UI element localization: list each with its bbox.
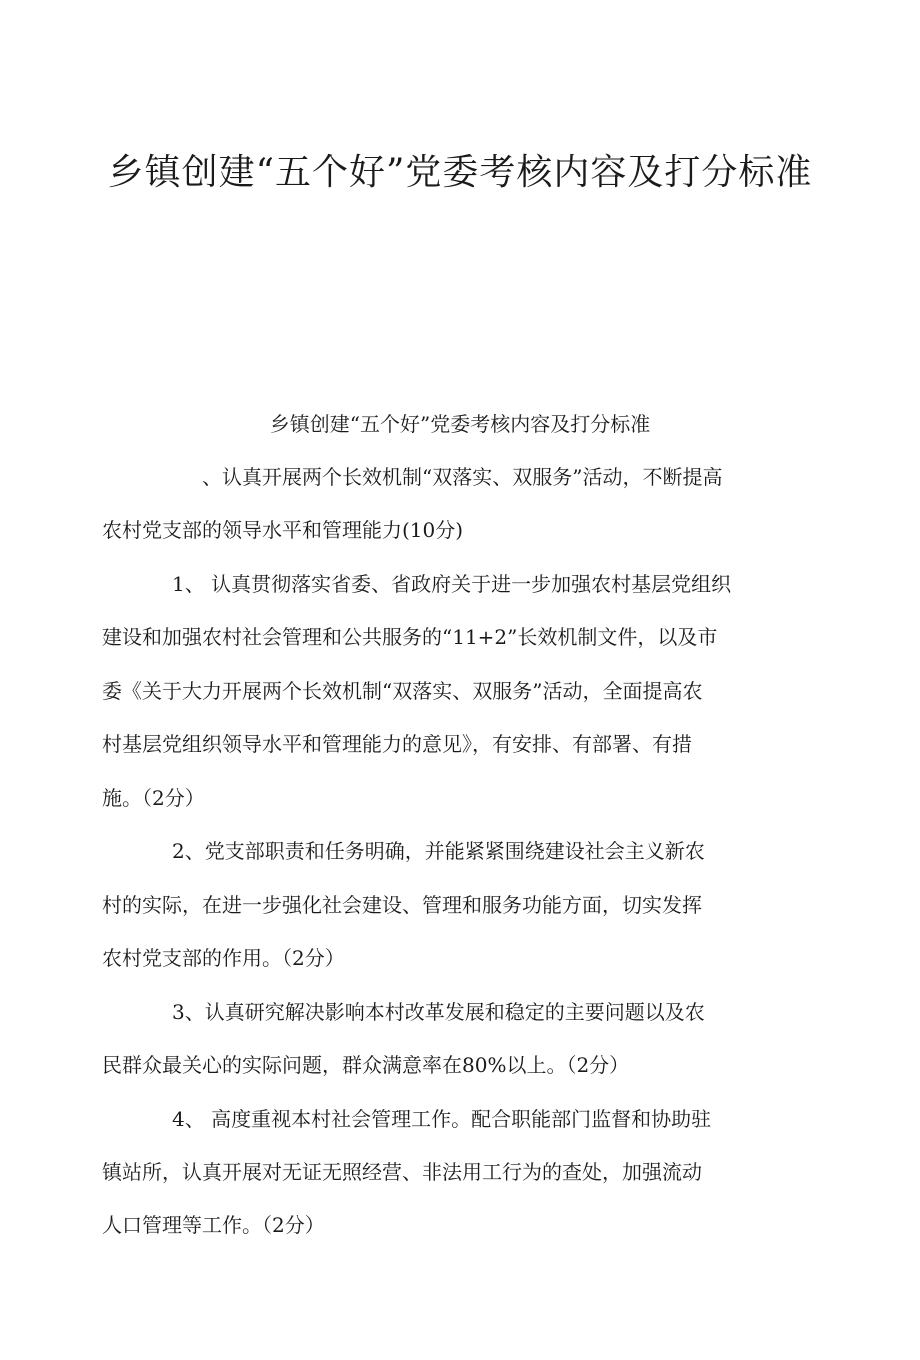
- text-line: 农村党支部的作用。（2分）: [102, 946, 345, 970]
- text-line: 农村党支部的领导水平和管理能力(10分): [102, 518, 464, 542]
- text-line: 民群众最关心的实际问题，群众满意率在80%以上。（2分）: [102, 1053, 630, 1077]
- text-line: 村的实际，在进一步强化社会建设、管理和服务功能方面，切实发挥: [102, 893, 702, 917]
- text-line: 3、认真研究解决影响本村改革发展和稳定的主要问题以及农: [172, 1000, 705, 1024]
- text-line: 委《关于大力开展两个长效机制“双落实、双服务”活动，全面提高农: [102, 679, 703, 703]
- text-line: 4、 高度重视本村社会管理工作。配合职能部门监督和协助驻: [172, 1107, 712, 1131]
- text-line: 人口管理等工作。（2分）: [102, 1213, 325, 1237]
- text-line: 、认真开展两个长效机制“双落实、双服务”活动，不断提高: [202, 465, 723, 489]
- text-line: 建设和加强农村社会管理和公共服务的“11+2”长效机制文件，以及市: [102, 625, 718, 649]
- text-line: 施。（2分）: [102, 786, 205, 810]
- text-line: 村基层党组织领导水平和管理能力的意见》，有安排、有部署、有措: [102, 732, 692, 756]
- text-line: 2、党支部职责和任务明确，并能紧紧围绕建设社会主义新农: [172, 839, 705, 863]
- text-line: 镇站所，认真开展对无证无照经营、非法用工行为的查处，加强流动: [102, 1160, 702, 1184]
- document-title: 乡镇创建“五个好”党委考核内容及打分标准: [107, 152, 813, 193]
- document-subtitle: 乡镇创建“五个好”党委考核内容及打分标准: [269, 412, 651, 436]
- text-line: 1、 认真贯彻落实省委、省政府关于进一步加强农村基层党组织: [172, 572, 732, 596]
